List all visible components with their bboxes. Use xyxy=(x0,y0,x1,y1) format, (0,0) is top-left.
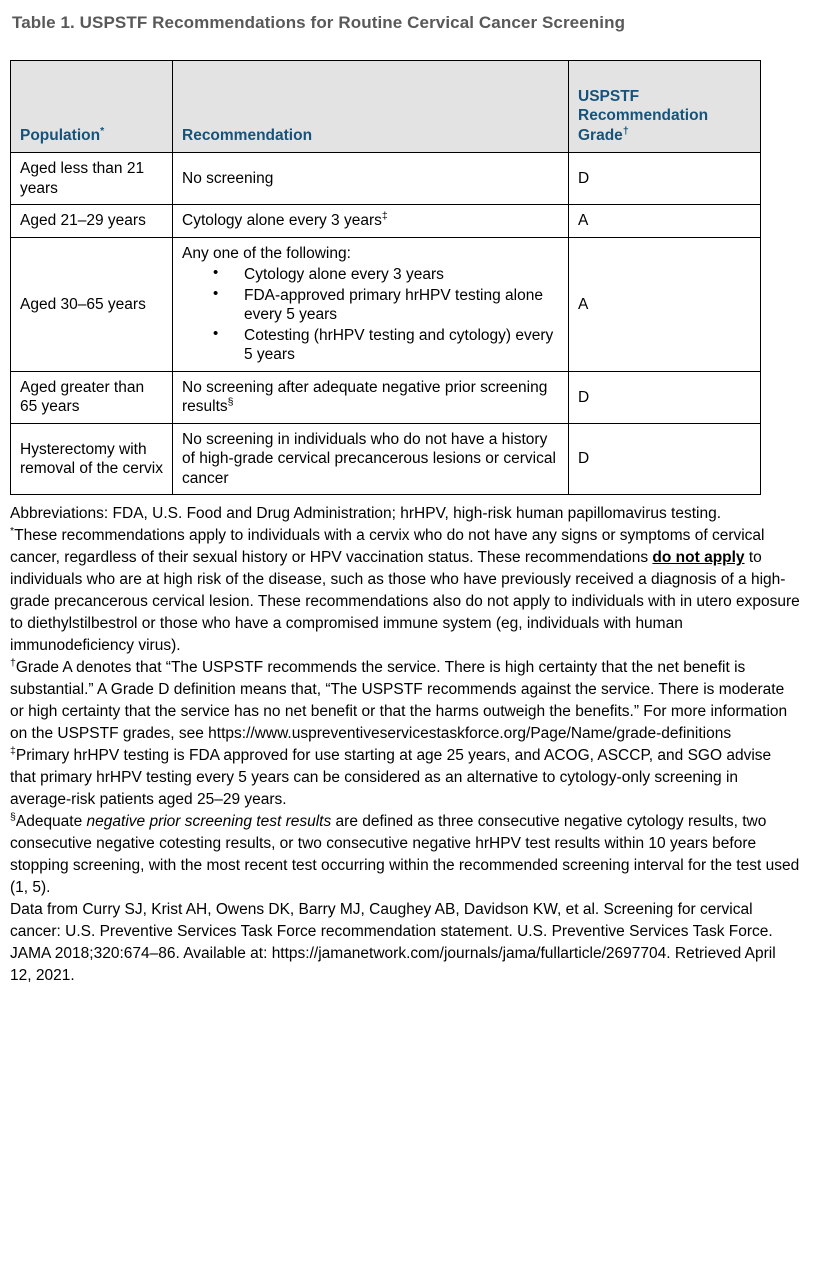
list-item: • Cotesting (hrHPV testing and cytology) every 5 years xyxy=(182,326,560,365)
cell-recommendation-text: Cytology alone every 3 years xyxy=(182,212,382,230)
column-header-population-label: Population xyxy=(20,126,101,144)
column-header-grade-label: USPSTF Recommendation Grade xyxy=(578,87,709,144)
cell-footnote-marker: § xyxy=(227,396,234,409)
footnote-double-dagger-text: Primary hrHPV testing is FDA approved for use starting at age 25 years, and ACOG, ASCCP, and SGO advise that primary hrHPV testing every 5 years can be considered as an alternative to cytology-only screening in average-risk patients aged 25–29 years. xyxy=(10,747,772,809)
column-header-recommendation-label: Recommendation xyxy=(182,126,313,144)
footnote-dagger-text: Grade A denotes that “The USPSTF recommends the service. There is high certainty that the net benefit is substantial.” A Grade D definition means that, “The USPSTF recommends against the service. There is moderate or high certainty that the service has no net benefit or that the harms outweigh the benefits.” For more information on the USPSTF grades, see https://www.uspreventiveservicestaskforce.org/Page/Name/grade-definitions xyxy=(10,659,788,743)
cell-recommendation xyxy=(173,423,569,495)
list-item: • Cytology alone every 3 years xyxy=(182,265,560,285)
cell-recommendation xyxy=(173,205,569,238)
uspstf-recommendations-table xyxy=(10,60,761,495)
footnote-marker-section: § xyxy=(10,811,16,824)
table-row xyxy=(11,423,761,495)
cell-recommendation-text: No screening xyxy=(182,170,274,187)
footnote-section xyxy=(10,811,800,899)
cell-population: Aged 30–65 years xyxy=(11,237,173,371)
column-header-population xyxy=(11,61,173,153)
cell-recommendation xyxy=(173,153,569,205)
cell-grade: D xyxy=(569,423,761,495)
cell-grade: D xyxy=(569,371,761,423)
table-header xyxy=(11,61,761,153)
cell-recommendation xyxy=(173,371,569,423)
footnote-asterisk xyxy=(10,525,800,657)
cell-grade: A xyxy=(569,205,761,238)
cell-grade: A xyxy=(569,237,761,371)
footnote-marker-double-dagger: ‡ xyxy=(10,745,16,758)
footnote-asterisk-part1: These recommendations apply to individuals with a cervix who do not have any signs or symptoms of cervical cancer, regardless of their sexual history or HPV vaccination status. These recommendations xyxy=(10,527,765,567)
footnote-asterisk-part2: to individuals who are at high risk of the disease, such as those who have previously received a diagnosis of a high-grade precancerous cervical lesion. These recommendations also do not apply to individuals with in utero exposure to diethylstilbestrol or those who have a compromised immune system (eg, individuals with human immunodeficiency virus). xyxy=(10,549,800,655)
cell-population: Hysterectomy with removal of the cervix xyxy=(11,423,173,495)
cell-grade: D xyxy=(569,153,761,205)
cell-recommendation xyxy=(173,237,569,371)
cell-footnote-marker: ‡ xyxy=(381,210,388,223)
cell-population: Aged less than 21 years xyxy=(11,153,173,205)
table-row xyxy=(11,371,761,423)
footnote-marker-asterisk: * xyxy=(100,124,105,137)
table-row xyxy=(11,205,761,238)
column-header-recommendation xyxy=(173,61,569,153)
footnote-section-part2: are defined as three consecutive negative cytology results, two consecutive negative cotesting results, or two consecutive negative hrHPV test results within 10 years before stopping screening, with the most recent test occurring within the recommended screening interval for the test used (1, 5). xyxy=(10,813,800,897)
table-row xyxy=(11,153,761,205)
cell-population: Aged greater than 65 years xyxy=(11,371,173,423)
footnote-marker-asterisk: * xyxy=(10,525,15,538)
cell-recommendation-text: No screening in individuals who do not have a history of high-grade cervical precancerous lesions or cervical cancer xyxy=(182,430,556,487)
table-row xyxy=(11,237,761,371)
recommendation-bullet-list xyxy=(182,265,560,365)
column-header-grade xyxy=(569,61,761,153)
footnote-dagger xyxy=(10,657,800,745)
footnote-marker-dagger: † xyxy=(622,124,629,137)
table-body xyxy=(11,153,761,495)
footnote-section-emphasis: negative prior screening test results xyxy=(86,813,332,831)
page-title: Table 1. USPSTF Recommendations for Routine Cervical Cancer Screening xyxy=(12,13,626,32)
table-header-row xyxy=(11,61,761,153)
abbreviations-note: Abbreviations: FDA, U.S. Food and Drug Administration; hrHPV, high-risk human papillomavirus testing. xyxy=(10,505,722,523)
table-notes xyxy=(10,503,800,987)
cell-recommendation-text: No screening after adequate negative prior screening results xyxy=(182,378,548,416)
list-item: • FDA-approved primary hrHPV testing alone every 5 years xyxy=(182,286,560,325)
footnote-asterisk-emphasis: do not apply xyxy=(652,549,745,567)
footnote-double-dagger xyxy=(10,745,800,811)
footnote-marker-dagger: † xyxy=(10,657,16,670)
footnote-section-part1: Adequate xyxy=(15,813,87,831)
cell-population: Aged 21–29 years xyxy=(11,205,173,238)
data-source-note: Data from Curry SJ, Krist AH, Owens DK, Barry MJ, Caughey AB, Davidson KW, et al. Screening for cervical cancer: U.S. Preventive Services Task Force recommendation statement. U.S. Preventive Services Task Force. JAMA 2018;320:674–86. Available at: https://jamanetwork.com/journals/jama/fullarticle/2697704. Retrieved April 12, 2021. xyxy=(10,901,776,985)
recommendation-lead-text: Any one of the following: xyxy=(182,244,351,262)
